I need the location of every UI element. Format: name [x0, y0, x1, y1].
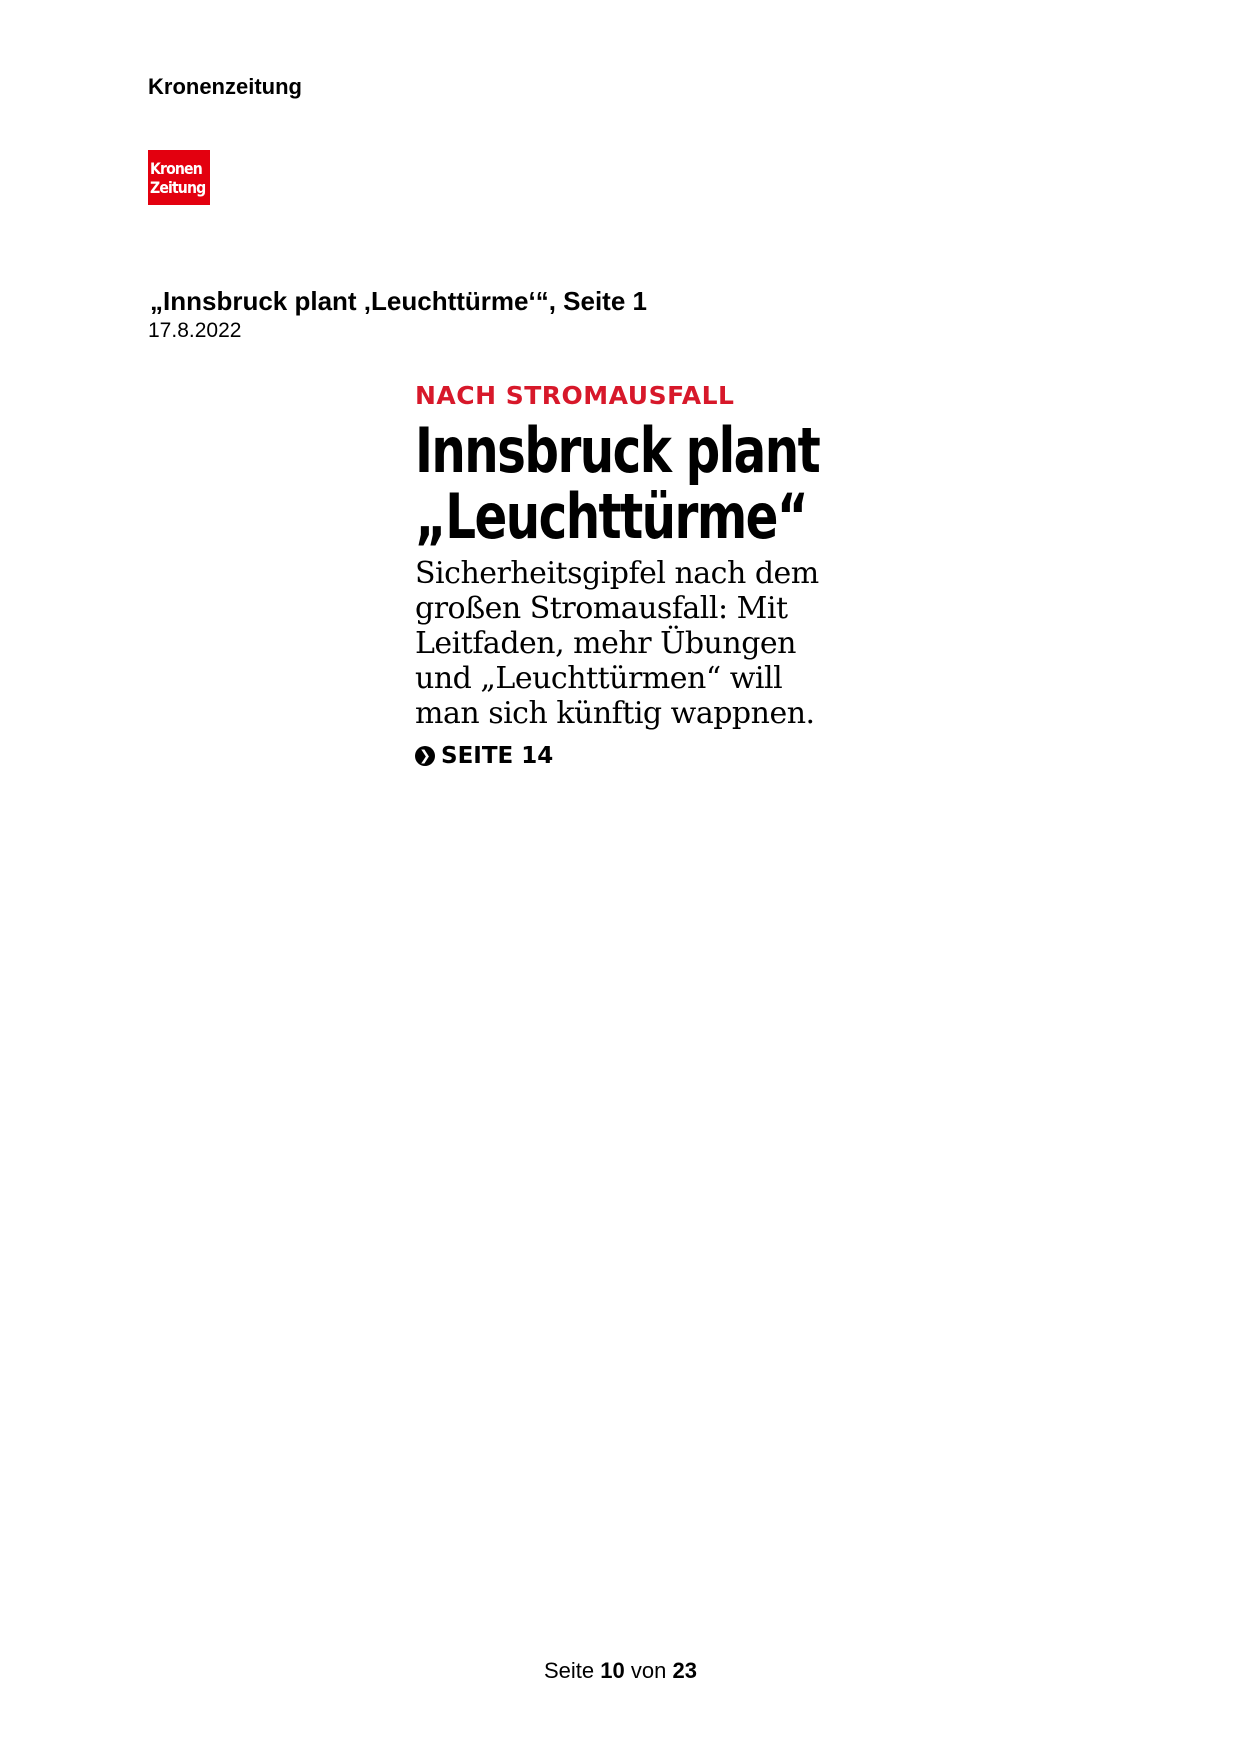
publication-name: Kronenzeitung	[148, 74, 302, 99]
kronen-zeitung-logo	[148, 150, 210, 205]
page-reference-label: SEITE 14	[441, 743, 554, 769]
footer-current-page: 10	[600, 1658, 625, 1683]
chevron-circle-right-icon: ❯	[415, 746, 435, 766]
headline-line-1: Innsbruck plant	[415, 414, 820, 487]
dek-line-3: Leitfaden, mehr Übungen	[415, 626, 796, 661]
dek-line-5: man sich künftig wappnen.	[415, 696, 815, 731]
logo-line-2: Zeitung	[150, 177, 206, 197]
page-footer	[0, 1658, 1241, 1684]
headline-line-2: „Leuchttürme“	[415, 480, 808, 553]
page-reference	[415, 743, 835, 769]
footer-total-pages: 23	[672, 1658, 697, 1683]
document-date: 17.8.2022	[148, 319, 242, 342]
article-headline	[415, 414, 820, 553]
footer-prefix: Seite	[544, 1658, 595, 1683]
dek-line-2: großen Stromausfall: Mit	[415, 591, 788, 626]
article-kicker: NACH STROMAUSFALL	[415, 381, 735, 410]
document-title: „Innsbruck plant ‚Leuchttürme‘“, Seite 1	[150, 286, 647, 316]
logo-line-1: Kronen	[150, 158, 202, 178]
dek-line-1: Sicherheitsgipfel nach dem	[415, 556, 819, 591]
article-dek	[415, 556, 835, 731]
dek-line-4: und „Leuchttürmen“ will	[415, 661, 783, 696]
footer-middle: von	[630, 1658, 667, 1683]
article-clipping	[415, 380, 835, 769]
